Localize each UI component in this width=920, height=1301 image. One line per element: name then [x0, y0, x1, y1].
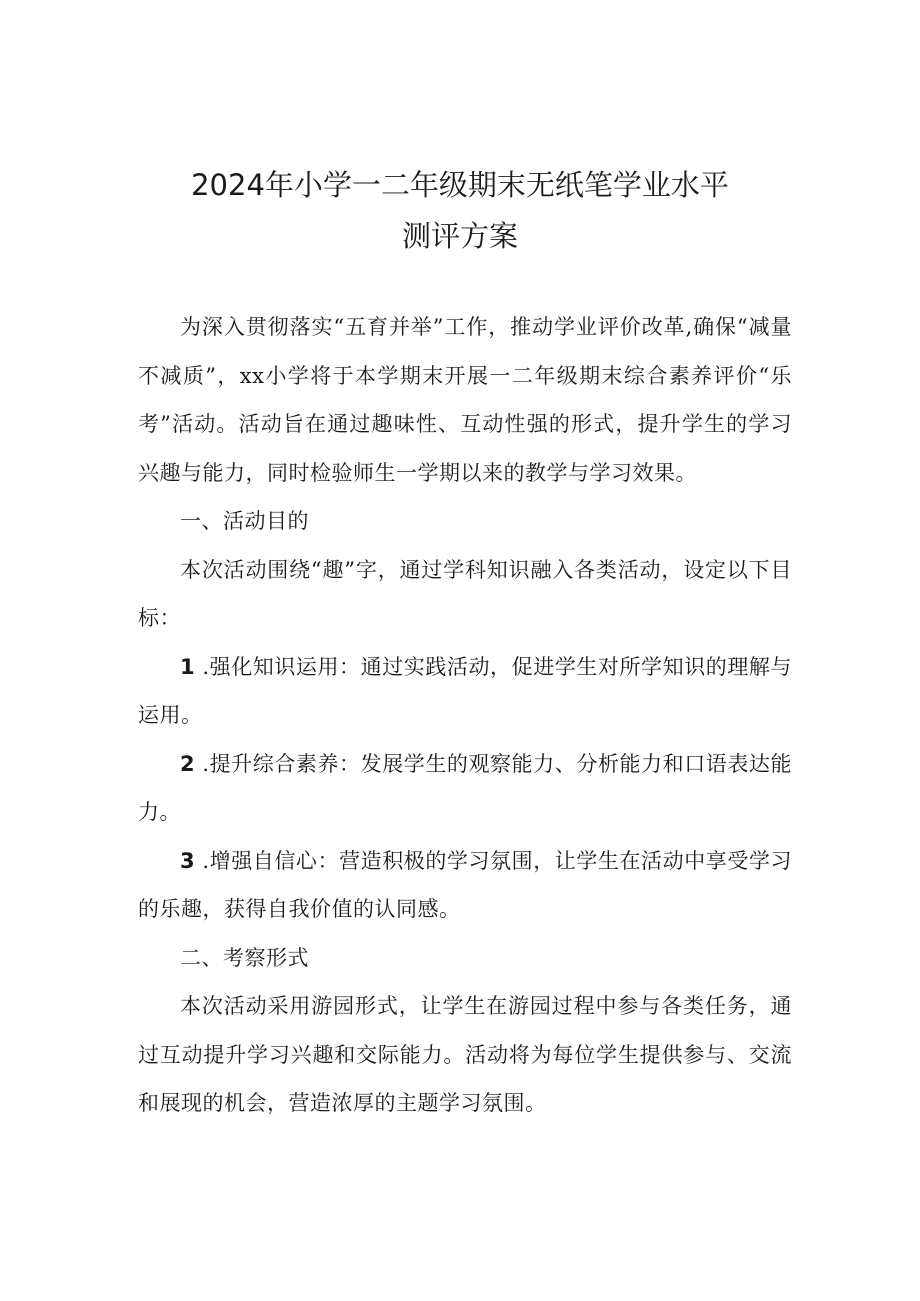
intro-paragraph: 为深入贯彻落实“五育并举”工作，推动学业评价改革,确保“减量不减质”，xx小学将于本学期末开展一二年级期末综合素养评价“乐考”活动。活动旨在通过趣味性、互动性强的形式，提升学生的学习兴趣与能力，同时检验师生一学期以来的教学与学习效果。 — [138, 315, 792, 485]
section1-heading: 一、活动目的 — [180, 509, 309, 533]
document-title-line2: 测评方案 — [401, 219, 518, 253]
goal-text: .提升综合素养：发展学生的观察能力、分析能力和口语表达能力。 — [138, 751, 792, 824]
document-title-line1: 2024年小学一二年级期末无纸笔学业水平 — [191, 168, 729, 202]
section1-intro: 本次活动围绕“趣”字，通过学科知识融入各类活动，设定以下目标： — [138, 557, 792, 630]
goal-number: 3 — [180, 848, 196, 873]
goal-number: 2 — [180, 751, 196, 776]
goal-item-3 — [138, 837, 792, 934]
document-body — [138, 303, 792, 1128]
section2-heading: 二、考察形式 — [180, 945, 309, 970]
goal-item-2 — [138, 740, 792, 837]
goal-number: 1 — [180, 654, 196, 679]
goal-item-1 — [138, 643, 792, 740]
goal-text: .强化知识运用：通过实践活动，促进学生对所学知识的理解与运用。 — [138, 654, 792, 727]
goal-text: .增强自信心：营造积极的学习氛围，让学生在活动中享受学习的乐趣，获得自我价值的认同感。 — [138, 848, 792, 921]
section2-paragraph: 本次活动采用游园形式，让学生在游园过程中参与各类任务，通过互动提升学习兴趣和交际能力。活动将为每位学生提供参与、交流和展现的机会，营造浓厚的主题学习氛围。 — [138, 994, 792, 1115]
